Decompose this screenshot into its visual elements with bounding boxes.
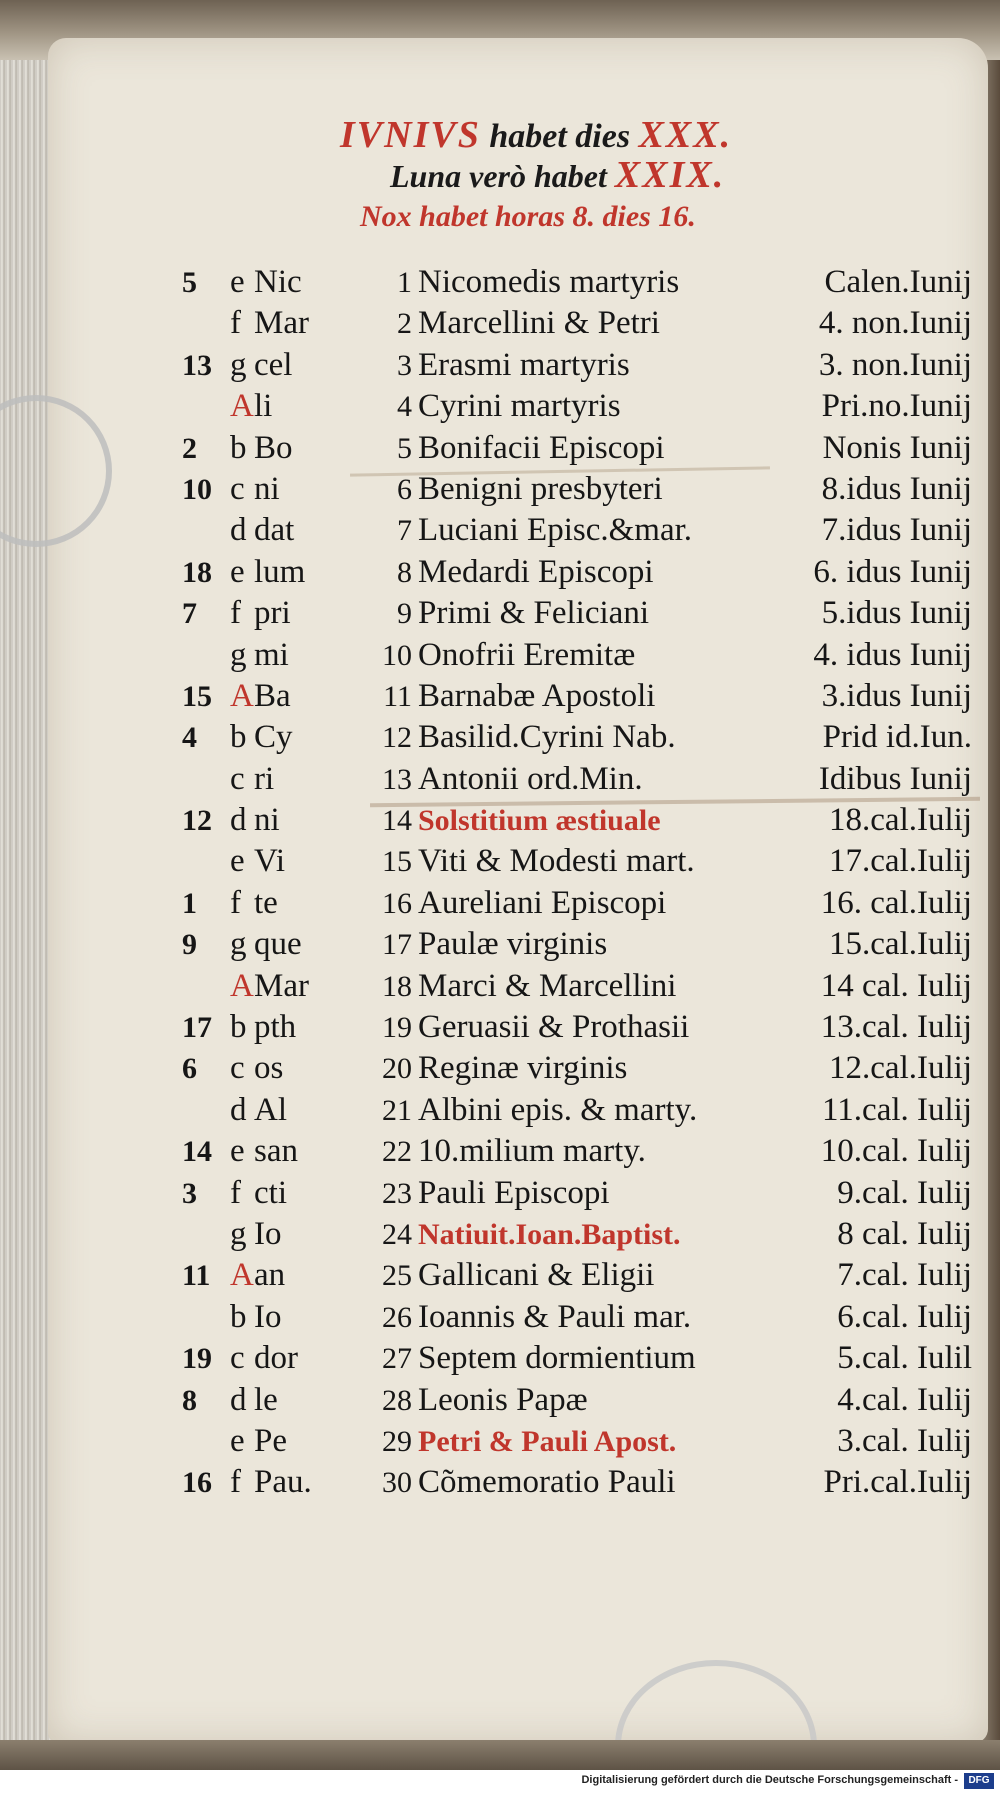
day-number: 28 <box>382 1383 412 1417</box>
calendar-row <box>182 510 982 551</box>
roman-date: 8.idus Iunij <box>821 470 972 507</box>
dominical-letter: g <box>230 636 247 673</box>
day-number: 1 <box>397 266 412 299</box>
calendar-row <box>182 1214 982 1255</box>
golden-number: 3 <box>182 1176 197 1210</box>
day-number: 14 <box>382 804 412 838</box>
golden-number: 4 <box>182 721 197 755</box>
dominical-letter: g <box>230 1215 247 1252</box>
calendar-row <box>182 1131 982 1172</box>
feast-name: Luciani Episc.&mar. <box>418 512 693 549</box>
cisiojanus-syllable: an <box>254 1257 286 1294</box>
cisiojanus-syllable: Io <box>254 1215 282 1252</box>
day-number: 12 <box>382 721 412 755</box>
moon-text: Luna verò habet <box>390 158 607 194</box>
feast-name: Medardi Episcopi <box>418 553 654 590</box>
dominical-letter: b <box>230 1009 247 1046</box>
golden-number: 11 <box>182 1259 211 1293</box>
roman-date: 5.idus Iunij <box>821 595 972 632</box>
header-night-line: Nox habet horas 8. dies 16. <box>360 200 696 233</box>
cisiojanus-syllable: Nic <box>254 264 302 300</box>
month-name: IVNIVS <box>340 114 481 156</box>
cisiojanus-syllable: Bo <box>254 429 293 466</box>
cisiojanus-syllable: pri <box>254 595 291 632</box>
dominical-letter: e <box>230 843 245 880</box>
moon-roman: XXIX. <box>614 154 726 196</box>
dominical-letter: f <box>230 884 241 921</box>
feast-name: Viti & Modesti mart. <box>418 843 695 880</box>
feast-name: Barnabæ Apostoli <box>418 677 656 714</box>
roman-date: 7.idus Iunij <box>821 512 972 549</box>
feast-name: 10.milium marty. <box>418 1133 646 1170</box>
day-number: 13 <box>382 762 412 796</box>
golden-number: 2 <box>182 431 197 465</box>
roman-date: 4. non.Iunij <box>818 305 972 342</box>
golden-number: 12 <box>182 804 212 838</box>
cisiojanus-syllable: os <box>254 1050 284 1087</box>
calendar-row <box>182 552 982 593</box>
day-number: 2 <box>397 307 412 341</box>
roman-date: Idibus Iunij <box>818 760 972 797</box>
feast-name: Basilid.Cyrini Nab. <box>418 719 676 756</box>
day-number: 26 <box>382 1300 412 1334</box>
day-number: 23 <box>382 1176 412 1210</box>
dominical-letter: d <box>230 512 247 549</box>
feast-name: Cyrini martyris <box>418 388 621 425</box>
golden-number: 1 <box>182 886 197 920</box>
roman-date: Prid id.Iun. <box>822 719 972 756</box>
cisiojanus-syllable: le <box>254 1381 278 1418</box>
calendar-row <box>182 1421 982 1462</box>
golden-number: 14 <box>182 1135 212 1169</box>
feast-name: Leonis Papæ <box>418 1381 588 1418</box>
dominical-letter: d <box>230 1091 247 1128</box>
dominical-letter: b <box>230 429 247 466</box>
cisiojanus-syllable: ni <box>254 802 280 839</box>
feast-name: Antonii ord.Min. <box>418 760 643 797</box>
days-text: habet dies <box>489 118 631 155</box>
cisiojanus-syllable: Mar <box>254 967 309 1004</box>
day-number: 30 <box>382 1466 412 1500</box>
cisiojanus-syllable: san <box>254 1133 298 1170</box>
cisiojanus-syllable: Al <box>254 1091 287 1128</box>
header-month-line <box>340 115 732 157</box>
cisiojanus-syllable: mi <box>254 636 289 673</box>
roman-date: Nonis Iunij <box>822 429 972 466</box>
golden-number: 6 <box>182 1052 197 1086</box>
cisiojanus-syllable: li <box>254 388 273 425</box>
calendar-row <box>182 345 982 386</box>
dominical-letter: f <box>230 1464 241 1501</box>
days-roman: XXX. <box>638 114 733 156</box>
calendar-row <box>182 800 982 841</box>
day-number: 9 <box>397 597 412 631</box>
header-moon-line <box>390 155 725 196</box>
roman-date: 8 cal. Iulij <box>837 1215 972 1252</box>
feast-name: Ioannis & Pauli mar. <box>418 1298 692 1335</box>
golden-number: 16 <box>182 1466 212 1500</box>
feast-name: Solstitium æstiuale <box>418 804 661 838</box>
cisiojanus-syllable: Vi <box>254 843 286 880</box>
feast-name: Paulæ virginis <box>418 926 608 963</box>
feast-name: Cõmemoratio Pauli <box>418 1464 676 1501</box>
calendar-row <box>182 469 982 510</box>
feast-name: Aureliani Episcopi <box>418 884 667 921</box>
roman-date: 15.cal.Iulij <box>829 926 972 963</box>
calendar-table <box>182 262 982 1504</box>
calendar-row <box>182 1462 982 1503</box>
roman-date: 9.cal. Iulij <box>837 1174 972 1211</box>
golden-number: 8 <box>182 1383 197 1417</box>
roman-date: 12.cal.Iulij <box>829 1050 972 1087</box>
calendar-row <box>182 841 982 882</box>
golden-number: 10 <box>182 472 212 506</box>
cisiojanus-syllable: pth <box>254 1009 297 1046</box>
calendar-row <box>182 1338 982 1379</box>
day-number: 6 <box>397 472 412 506</box>
dominical-letter: A <box>230 388 254 425</box>
roman-date: 18.cal.Iulij <box>829 802 972 839</box>
calendar-row <box>182 883 982 924</box>
roman-date: 11.cal. Iulij <box>822 1091 972 1128</box>
feast-name: Erasmi martyris <box>418 346 630 383</box>
dominical-letter: c <box>230 1340 245 1377</box>
day-number: 10 <box>382 638 412 672</box>
cisiojanus-syllable: Pe <box>254 1422 287 1459</box>
dominical-letter: c <box>230 1050 245 1087</box>
book-bottom-edge <box>0 1740 1000 1770</box>
dominical-letter: f <box>230 595 241 632</box>
dfg-logo: DFG <box>964 1773 994 1789</box>
dominical-letter: e <box>230 264 245 300</box>
dominical-letter: b <box>230 719 247 756</box>
roman-date: Pri.cal.Iulij <box>823 1464 972 1501</box>
calendar-row <box>182 1048 982 1089</box>
day-number: 5 <box>397 431 412 465</box>
calendar-row <box>182 303 982 344</box>
day-number: 16 <box>382 886 412 920</box>
roman-date: 17.cal.Iulij <box>829 843 972 880</box>
roman-date: 13.cal. Iulij <box>820 1009 972 1046</box>
feast-name: Nicomedis martyris <box>418 264 680 300</box>
dominical-letter: A <box>230 677 254 714</box>
golden-number: 19 <box>182 1342 212 1376</box>
calendar-row <box>182 593 982 634</box>
dominical-letter: e <box>230 553 245 590</box>
calendar-row <box>182 759 982 800</box>
calendar-row <box>182 1173 982 1214</box>
day-number: 8 <box>397 555 412 589</box>
roman-date: 16. cal.Iulij <box>820 884 972 921</box>
credit-text: Digitalisierung gefördert durch die Deutsche Forschungsgemeinschaft - <box>581 1774 958 1786</box>
page-edges <box>0 60 55 1740</box>
day-number: 29 <box>382 1424 412 1458</box>
feast-name: Petri & Pauli Apost. <box>418 1424 677 1458</box>
cisiojanus-syllable: dor <box>254 1340 298 1377</box>
roman-date: 3. non.Iunij <box>818 346 972 383</box>
cisiojanus-syllable: cel <box>254 346 293 383</box>
day-number: 24 <box>382 1217 412 1251</box>
roman-date: 4. idus Iunij <box>813 636 972 673</box>
cisiojanus-syllable: Pau. <box>254 1464 312 1501</box>
golden-number: 18 <box>182 555 212 589</box>
cisiojanus-syllable: Ba <box>254 677 291 714</box>
feast-name: Marcellini & Petri <box>418 305 660 342</box>
roman-date: 3.idus Iunij <box>821 677 972 714</box>
dominical-letter: d <box>230 1381 247 1418</box>
feast-name: Reginæ virginis <box>418 1050 628 1087</box>
calendar-row <box>182 635 982 676</box>
roman-date: 6.cal. Iulij <box>837 1298 972 1335</box>
roman-date: 7.cal. Iulij <box>837 1257 972 1294</box>
calendar-row <box>182 717 982 758</box>
credit-strip <box>0 1770 1000 1795</box>
day-number: 18 <box>382 969 412 1003</box>
roman-date: 14 cal. Iulij <box>820 967 972 1004</box>
feast-name: Septem dormientium <box>418 1340 696 1377</box>
golden-number: 5 <box>182 266 197 299</box>
dominical-letter: b <box>230 1298 247 1335</box>
day-number: 3 <box>397 348 412 382</box>
dominical-letter: f <box>230 1174 241 1211</box>
day-number: 25 <box>382 1259 412 1293</box>
golden-number: 17 <box>182 1011 212 1045</box>
calendar-row <box>182 386 982 427</box>
dominical-letter: A <box>230 1257 254 1294</box>
calendar-row <box>182 262 982 303</box>
calendar-row <box>182 966 982 1007</box>
dominical-letter: c <box>230 470 245 507</box>
cisiojanus-syllable: ri <box>254 760 275 797</box>
roman-date: 4.cal. Iulij <box>837 1381 972 1418</box>
golden-number: 15 <box>182 679 212 713</box>
day-number: 20 <box>382 1052 412 1086</box>
feast-name: Onofrii Eremitæ <box>418 636 636 673</box>
dominical-letter: d <box>230 802 247 839</box>
calendar-row <box>182 924 982 965</box>
calendar-row <box>182 1380 982 1421</box>
dominical-letter: c <box>230 760 245 797</box>
feast-name: Benigni presbyteri <box>418 470 663 507</box>
day-number: 15 <box>382 845 412 879</box>
calendar-row <box>182 1090 982 1131</box>
roman-date: Calen.Iunij <box>824 264 972 300</box>
feast-name: Natiuit.Ioan.Baptist. <box>418 1217 681 1251</box>
day-number: 21 <box>382 1093 412 1127</box>
calendar-row <box>182 676 982 717</box>
roman-date: 10.cal. Iulij <box>820 1133 972 1170</box>
dominical-letter: e <box>230 1422 245 1459</box>
dominical-letter: g <box>230 926 247 963</box>
calendar-row <box>182 428 982 469</box>
feast-name: Gallicani & Eligii <box>418 1257 655 1294</box>
cisiojanus-syllable: que <box>254 926 302 963</box>
cisiojanus-syllable: Cy <box>254 719 293 756</box>
day-number: 11 <box>383 679 412 713</box>
golden-number: 9 <box>182 928 197 962</box>
cisiojanus-syllable: dat <box>254 512 295 549</box>
feast-name: Bonifacii Episcopi <box>418 429 665 466</box>
roman-date: 3.cal. Iulij <box>837 1422 972 1459</box>
day-number: 17 <box>382 928 412 962</box>
dominical-letter: f <box>230 305 241 342</box>
roman-date: 6. idus Iunij <box>813 553 972 590</box>
cisiojanus-syllable: ni <box>254 470 280 507</box>
feast-name: Geruasii & Prothasii <box>418 1009 690 1046</box>
cisiojanus-syllable: cti <box>254 1174 287 1211</box>
dominical-letter: A <box>230 967 254 1004</box>
cisiojanus-syllable: Io <box>254 1298 282 1335</box>
cisiojanus-syllable: te <box>254 884 278 921</box>
feast-name: Pauli Episcopi <box>418 1174 610 1211</box>
day-number: 27 <box>382 1342 412 1376</box>
golden-number: 7 <box>182 597 197 631</box>
day-number: 19 <box>382 1011 412 1045</box>
roman-date: 5.cal. Iulil <box>837 1340 972 1377</box>
feast-name: Albini epis. & marty. <box>418 1091 698 1128</box>
calendar-row <box>182 1007 982 1048</box>
calendar-row <box>182 1255 982 1296</box>
calendar-row <box>182 1297 982 1338</box>
feast-name: Marci & Marcellini <box>418 967 677 1004</box>
feast-name: Primi & Feliciani <box>418 595 649 632</box>
dominical-letter: g <box>230 346 247 383</box>
dominical-letter: e <box>230 1133 245 1170</box>
day-number: 7 <box>397 514 412 548</box>
golden-number: 13 <box>182 348 212 382</box>
cisiojanus-syllable: Mar <box>254 305 309 342</box>
cisiojanus-syllable: lum <box>254 553 306 590</box>
day-number: 4 <box>397 390 412 424</box>
roman-date: Pri.no.Iunij <box>821 388 972 425</box>
day-number: 22 <box>382 1135 412 1169</box>
